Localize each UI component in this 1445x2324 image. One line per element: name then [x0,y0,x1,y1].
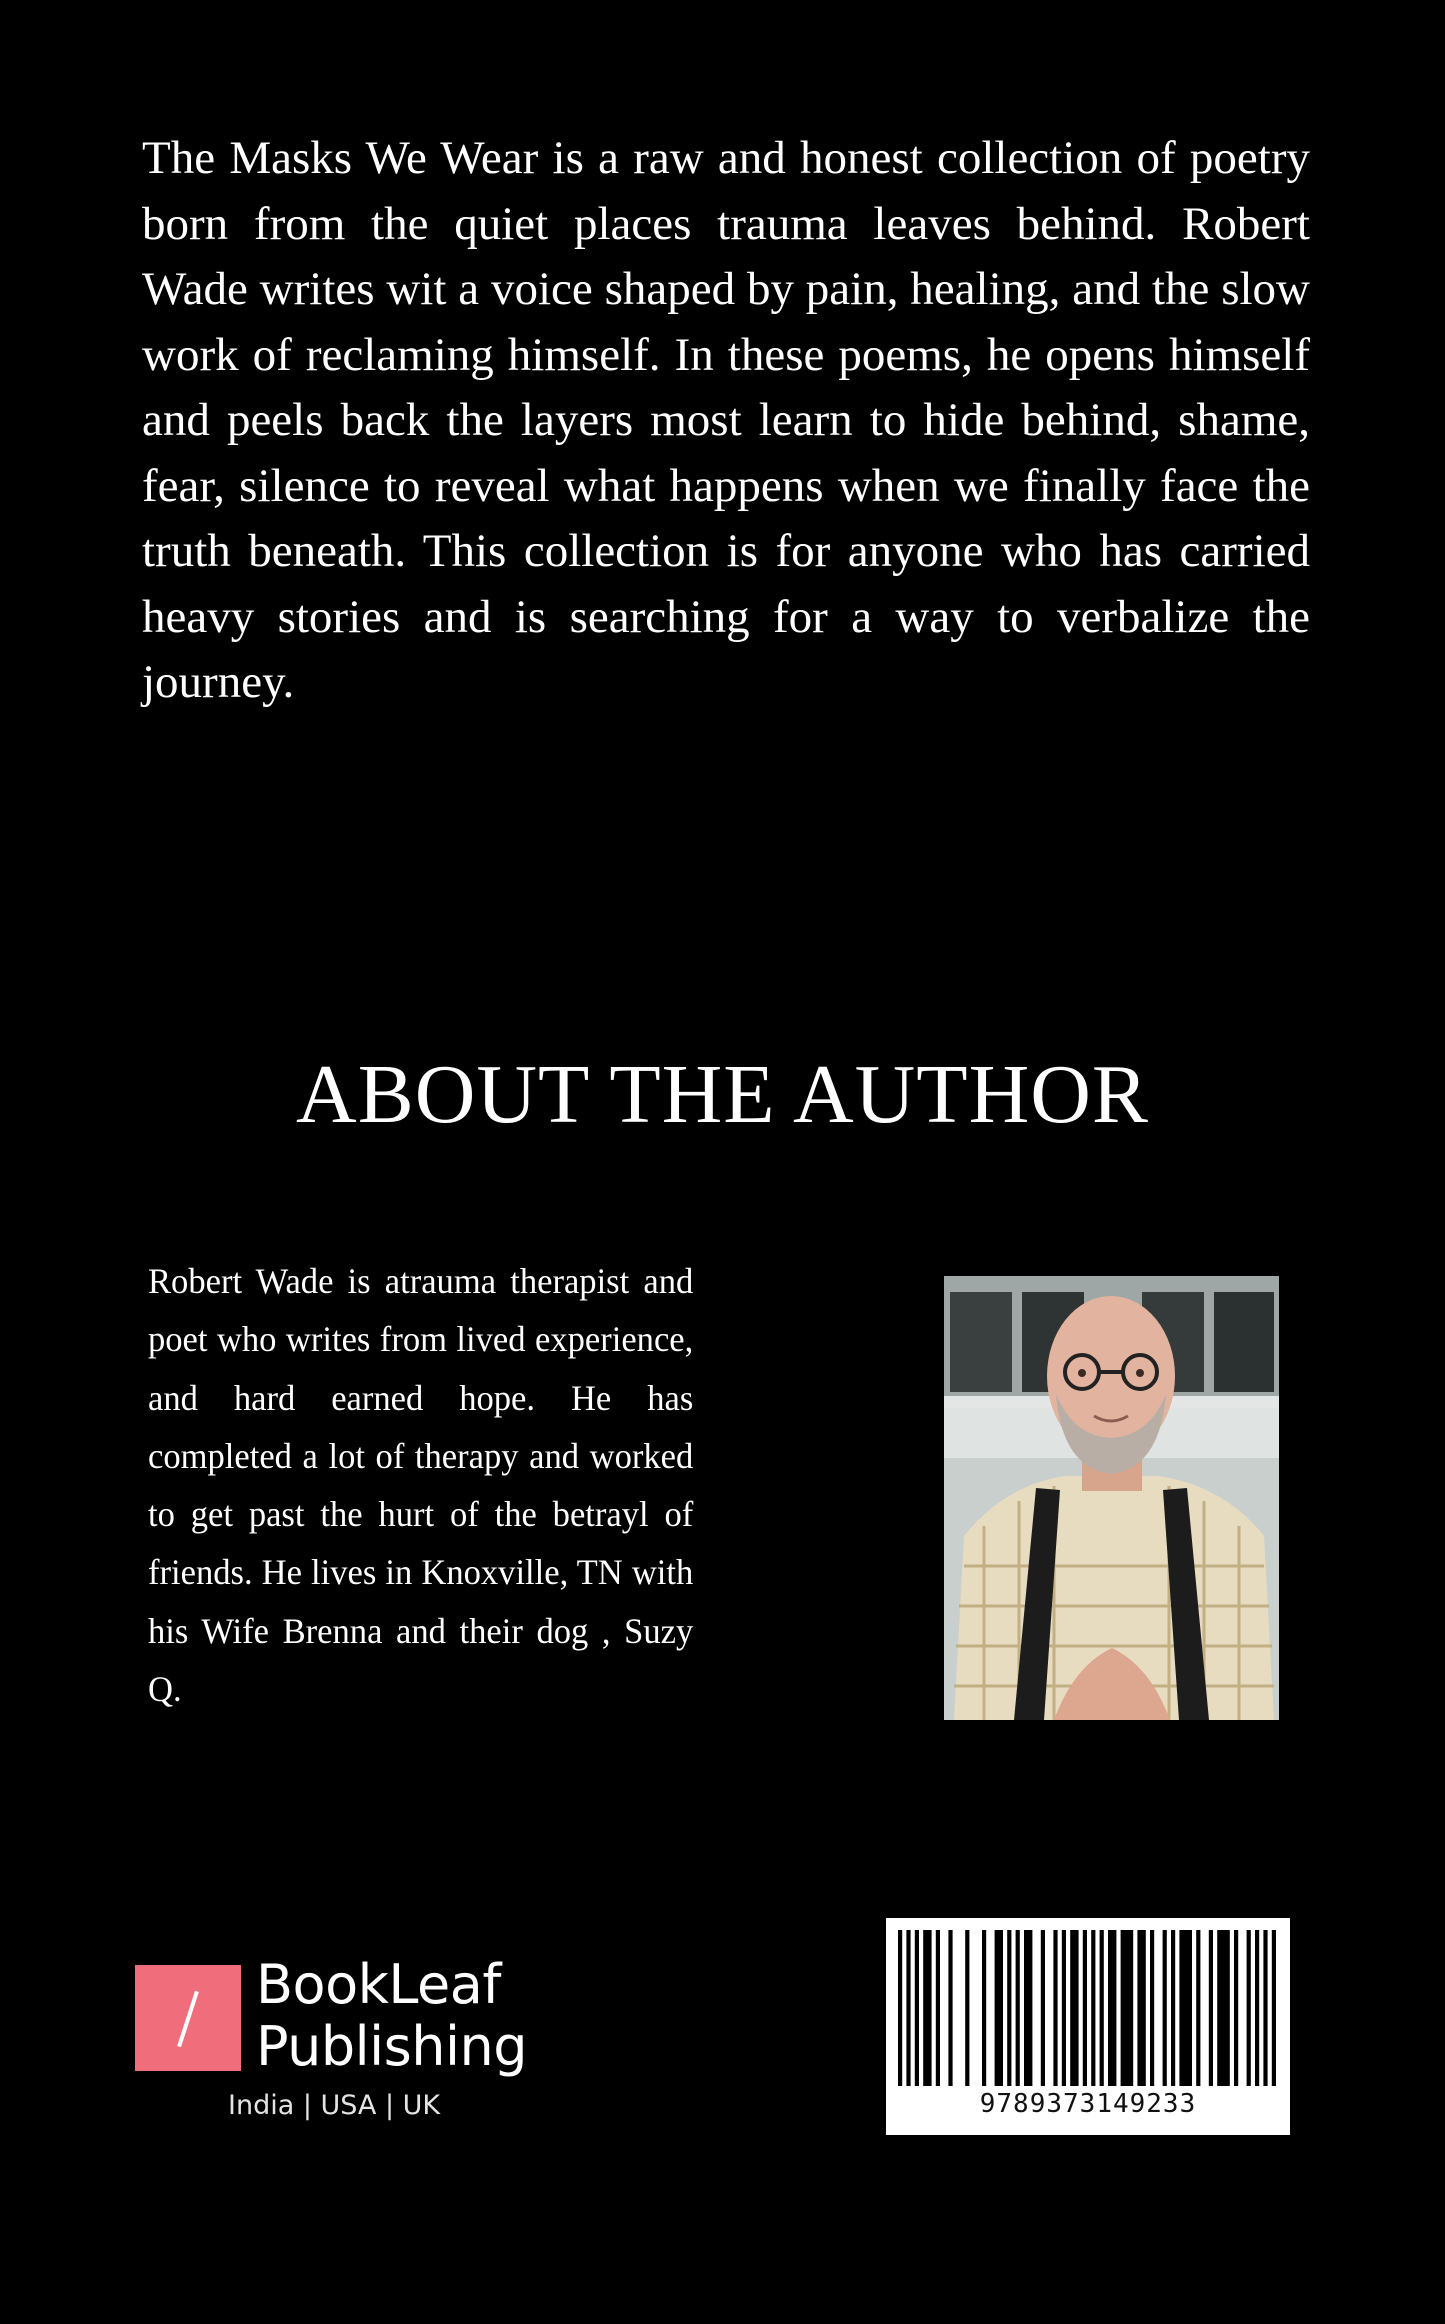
barcode-bar [906,1930,910,2086]
author-bio: Robert Wade is atrauma therapist and poet who writes from lived experience, and hard earned hope. He has completed a lot of therapy and worked to get past the hurt of the betrayl of friends. He lives in Knoxville, TN with his Wife Brenna and their dog , Suzy Q. [148,1261,694,1710]
barcode-bar [915,1930,919,2086]
barcode-bar [898,1930,902,2086]
barcode-bar [1091,1930,1095,2086]
barcode-bar [1100,1930,1104,2086]
barcode-bar [1263,1930,1267,2086]
book-blurb: The Masks We Wear is a raw and honest collection of poetry born from the quiet places trauma leaves behind. Robert Wade writes wit a voice shaped by pain, healing, and the slow work of reclaming himself. In these poems, he opens himself and peels back the layers most learn to hide behind, shame, fear, silence to reveal what happens when we finally face the truth beneath. This collection is for anyone who has carried heavy stories and is searching for a way to verbalize the journey. [142,132,1310,708]
about-the-author-heading: ABOUT THE AUTHOR [296,1048,1149,1141]
barcode-bar [1171,1930,1175,2086]
barcode-bar [1234,1930,1238,2086]
barcode-bar [1108,1930,1116,2086]
barcode-bar [1209,1930,1213,2086]
author-photo [944,1276,1279,1720]
barcode-bar [1016,1930,1020,2086]
bookleaf-slash-icon [135,1965,241,2071]
barcode-bar [1053,1930,1057,2086]
barcode-bar [948,1930,952,2086]
barcode-bar [995,1930,1003,2086]
barcode-bar [1024,1930,1032,2086]
barcode-bar [1255,1930,1259,2086]
publisher-name: BookLeaf Publishing [256,1953,527,2078]
barcode-bar [923,1930,931,2086]
barcode-bar [965,1930,969,2086]
barcode-bar [1007,1930,1011,2086]
barcode-bar [982,1930,986,2086]
barcode-bar [1272,1930,1276,2086]
barcode-bar [1179,1930,1192,2086]
barcode-bar [1070,1930,1078,2086]
barcode-bar [1083,1930,1087,2086]
barcode-bar [1150,1930,1154,2086]
barcode-bar [1121,1930,1134,2086]
publisher-logo [135,1953,555,2132]
barcode-bars [898,1930,1278,2086]
barcode-bar [936,1930,940,2086]
barcode-bar [1062,1930,1066,2086]
isbn-number: 9789373149233 [979,2089,1197,2119]
barcode-bar [1041,1930,1045,2086]
barcode-bar [1137,1930,1145,2086]
barcode-bar [1163,1930,1167,2086]
isbn-barcode [886,1918,1290,2135]
publisher-regions: India | USA | UK [228,2090,441,2121]
barcode-bar [1217,1930,1230,2086]
barcode-bar [1247,1930,1251,2086]
barcode-bar [1196,1930,1200,2086]
